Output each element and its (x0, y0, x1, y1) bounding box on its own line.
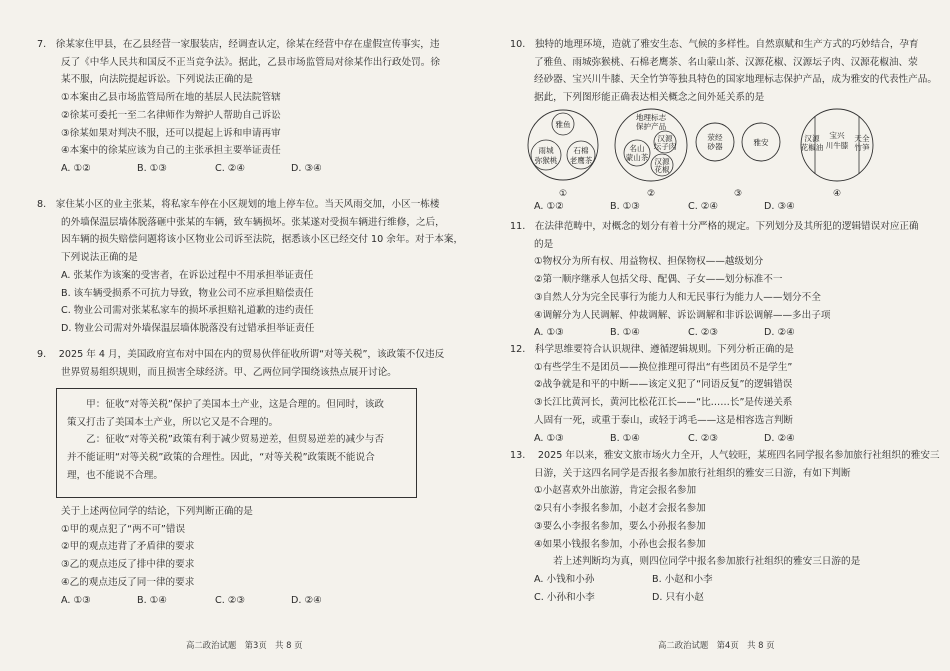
diagram-3-label: 砂器 (707, 142, 723, 151)
diagram-4-label: 天全 (854, 134, 870, 143)
diagram-1-label: 雅鱼 (555, 120, 571, 129)
right-page-footer: 高二政治试题 第4页 共 8 页 (658, 640, 775, 650)
right-page (475, 0, 950, 671)
diagram-4-label: 川牛膝 (825, 141, 849, 150)
q10-option-b[interactable]: B. ①③ (610, 201, 640, 212)
q9-option-b[interactable]: B. ①④ (137, 594, 167, 606)
diagram-1-label: 雨城 (538, 146, 554, 155)
q12-option-b[interactable]: B. ①④ (610, 432, 640, 444)
q10-line: 据此，下列图形能正确表达相关概念之间外延关系的是 (534, 92, 765, 104)
q11-line: 的是 (534, 238, 554, 250)
q9-box-line: 策又打击了美国本土产业，所以它又是不合理的。 (67, 416, 279, 428)
q12-statement: ①有些学生不是团员——换位推理可得出“有些团员不是学生” (534, 361, 793, 373)
q13-option-b[interactable]: B. 小赵和小李 (652, 574, 713, 586)
q13-statement: ④如果小钱报名参加，小孙也会报名参加 (534, 538, 706, 550)
q13-option-d[interactable]: D. 只有小赵 (652, 591, 704, 603)
diagram-1-label: 石棉 (573, 146, 589, 155)
q9-option-c[interactable]: C. ②③ (215, 594, 245, 606)
q13-line: 日游，关于这四名同学是否报名参加旅行社组织的雅安三日游，有如下判断 (534, 467, 851, 479)
q9-line: 世界贸易组织规则，而且损害全球经济。甲、乙两位同学围绕该热点展开讨论。 (61, 366, 397, 378)
diagram-1-label: 老鹰茶 (569, 156, 593, 165)
q9-statement: ③乙的观点违反了排中律的要求 (61, 559, 195, 571)
q10-line: 10. 独特的地理环境，造就了雅安生态、气候的多样性。自然禀赋和生产方式的巧妙结合，孕育 (510, 39, 919, 50)
q9-option-a[interactable]: A. ①③ (61, 594, 91, 606)
q7-statement: ①本案由乙县市场监管局所在地的基层人民法院管辖 (61, 92, 281, 104)
diagram-4[interactable] (801, 109, 873, 181)
q13-statement: ②只有小李报名参加，小赵才会报名参加 (534, 503, 706, 515)
question-12 (510, 341, 795, 447)
q7-line: 某不服，向法院提起诉讼。下列说法正确的是 (61, 74, 253, 86)
q10-venn-diagrams (525, 108, 885, 206)
q9-box-line: 理，也不能说不合理。 (67, 469, 163, 481)
q13-option-a[interactable]: A. 小钱和小孙 (534, 574, 595, 586)
q10-line: 经砂器、宝兴川牛膝、天全竹笋等独具特色的国家地理标志保护产品，成为雅安的代表性产品。 (534, 74, 937, 86)
q12-statement: ②战争就是和平的中断——该定义犯了“同语反复”的逻辑错误 (534, 379, 793, 391)
q8-line: 因车辆的损失赔偿问题将该小区物业公司诉至法院，据悉该小区已经交付 10 余年。对于本案， (61, 234, 464, 246)
q7-option-a[interactable]: A. ①② (61, 163, 91, 175)
q8-line: 8. 家住某小区的业主张某，将私家车停在小区规划的地上停车位。当天风雨交加，小区一栋楼 (37, 199, 440, 210)
q7-line: 反了《中华人民共和国反不正当竞争法》。据此，乙县市场监管局对徐某作出行政处罚。徐 (61, 56, 440, 68)
diagram-2-label: 汉源 (657, 134, 673, 143)
question-8 (37, 196, 463, 338)
q13-line: 13. 2025 年以来，雅安文旅市场火力全开，人气较旺，某班四名同学报名参加旅行社组织的雅安三 (510, 450, 940, 461)
q13-options-row-2 (510, 589, 940, 607)
q7-option-c[interactable]: C. ②④ (215, 163, 245, 175)
q11-statement: ②第一顺序继承人包括父母、配偶、子女——划分标准不一 (534, 274, 783, 286)
diagram-2-number: ② (646, 189, 656, 199)
q13-options-row-1 (510, 571, 940, 589)
q10-option-d[interactable]: D. ③④ (764, 201, 795, 212)
q9-statement: ②甲的观点违背了矛盾律的要求 (61, 541, 195, 553)
q12-statement: 人固有一死，或重于泰山，或轻于鸿毛——这是相容选言判断 (534, 414, 794, 426)
q8-option-b[interactable]: B. 该车辆受损系不可抗力导致，物业公司不应承担赔偿责任 (61, 287, 314, 299)
diagram-4-number: ④ (832, 189, 842, 199)
q8-option-d[interactable]: D. 物业公司需对外墙保温层墙体脱落没有过错承担举证责任 (61, 323, 315, 335)
q9-box-line: 甲：征收“对等关税”保护了美国本土产业，这是合理的。但同时，该政 (67, 399, 384, 410)
q9-statement: ①甲的观点犯了“两不可”错误 (61, 523, 186, 535)
diagram-3-number: ③ (733, 189, 743, 199)
q10-options-block (534, 198, 795, 216)
q13-option-c[interactable]: C. 小孙和小李 (534, 591, 595, 603)
question-7 (37, 36, 440, 178)
q11-statement: ①物权分为所有权、用益物权、担保物权——越级划分 (534, 256, 764, 268)
q10-line: 了雅鱼、雨城弥猴桃、石棉老鹰茶、名山蒙山茶、汉源花椒、汉源坛子肉、汉源花椒油、荥 (534, 56, 918, 68)
q12-statement: ③长江比黄河长，黄河比松花江长——“比……长”是传递关系 (534, 397, 793, 409)
q9-options (61, 592, 322, 610)
q11-line: 11. 在法律范畴中，对概念的划分有着十分严格的规定。下列划分及其所犯的逻辑错误对应正确 (510, 221, 919, 232)
question-11 (510, 218, 919, 342)
question-9 (37, 346, 444, 381)
left-page-footer: 高二政治试题 第3页 共 8 页 (186, 640, 303, 650)
q7-statement: ③徐某如果对判决不服，还可以提起上诉和申请再审 (61, 127, 281, 139)
q7-option-b[interactable]: B. ①③ (137, 163, 167, 175)
q11-option-d[interactable]: D. ②④ (764, 327, 795, 339)
q11-option-b[interactable]: B. ①④ (610, 327, 640, 339)
q12-option-a[interactable]: A. ①③ (534, 432, 564, 444)
q11-options (510, 324, 919, 342)
q13-prompt: 若上述判断均为真，则四位同学中报名参加旅行社组织的雅安三日游的是 (534, 556, 861, 568)
diagram-4-label: 花椒油 (800, 143, 824, 152)
diagram-3-label: 雅安 (753, 138, 769, 147)
diagram-3[interactable] (696, 123, 780, 161)
q13-statement: ③要么小李报名参加，要么小孙报名参加 (534, 520, 706, 532)
q11-statement: ④调解分为人民调解、仲裁调解、诉讼调解和非诉讼调解——多出子项 (534, 309, 831, 321)
q7-statement: ④本案中的徐某应该为自己的主张承担主要举证责任 (61, 145, 281, 157)
q9-box-line: 乙：征收“对等关税”政策有利于减少贸易逆差，但贸易逆差的减少与否 (67, 434, 384, 446)
q13-statement: ①小赵喜欢外出旅游，肯定会报名参加 (534, 485, 697, 497)
diagram-1-label: 弥猴桃 (534, 156, 558, 165)
q8-option-a[interactable]: A. 张某作为该案的受害者，在诉讼过程中不用承担举证责任 (61, 269, 314, 281)
q9-dialogue-box (56, 388, 417, 498)
diagram-2[interactable] (615, 109, 687, 181)
q8-option-c[interactable]: C. 物业公司需对张某私家车的损坏承担赔礼道歉的违约责任 (61, 305, 314, 317)
q8-line: 的外墙保温层墙体脱落砸中张某的车辆，致车辆损坏。张某遂对受损车辆进行维修，之后， (61, 216, 445, 228)
diagram-4-label: 竹笋 (854, 143, 870, 152)
q7-statement: ②徐某可委托一至二名律师作为辩护人帮助自己诉讼 (61, 109, 281, 121)
q12-line: 12. 科学思维要符合认识规律、遵循逻辑规则。下列分析正确的是 (510, 344, 794, 355)
q11-option-c[interactable]: C. ②③ (688, 327, 718, 339)
q9-option-d[interactable]: D. ②④ (291, 594, 322, 606)
q11-option-a[interactable]: A. ①③ (534, 327, 564, 339)
q9-prompt: 关于上述两位同学的结论，下列判断正确的是 (61, 506, 253, 517)
diagram-4-label: 宝兴 (829, 131, 845, 140)
q7-option-d[interactable]: D. ③④ (291, 163, 322, 175)
diagram-3-label: 荥经 (707, 133, 723, 142)
q9-statement: ④乙的观点违反了同一律的要求 (61, 576, 195, 588)
q12-option-d[interactable]: D. ②④ (764, 432, 795, 444)
q10-option-a[interactable]: A. ①② (534, 201, 564, 212)
diagram-2-label: 汉源 (654, 157, 670, 166)
q9-box-line: 并不能证明“对等关税”政策的合理性。因此，“对等关税”政策既不能说合 (67, 452, 375, 464)
diagram-2-label: 保护产品 (635, 122, 667, 131)
q12-option-c[interactable]: C. ②③ (688, 432, 718, 444)
diagram-2-label: 花椒 (654, 165, 670, 174)
q8-line: 下列说法正确的是 (61, 252, 138, 264)
q11-statement: ③自然人分为完全民事行为能力人和无民事行为能力人——划分不全 (534, 291, 821, 303)
question-13 (510, 447, 940, 607)
diagram-2-label: 坛子肉 (653, 142, 677, 151)
question-9-statements (61, 503, 322, 609)
diagram-2-label: 名山 (629, 144, 645, 153)
question-10 (510, 36, 937, 107)
diagram-1-number: ① (558, 189, 568, 199)
diagram-1[interactable] (528, 110, 598, 180)
q7-options (37, 160, 440, 178)
q12-options (510, 430, 795, 448)
q10-option-c[interactable]: C. ②④ (688, 201, 718, 212)
diagram-2-label: 地理标志 (635, 113, 667, 122)
q10-options (534, 198, 795, 216)
diagram-4-label: 汉源 (804, 134, 820, 143)
q9-line: 9. 2025 年 4 月，美国政府宣布对中国在内的贸易伙伴征收所谓“对等关税”，该政策不仅违反 (37, 349, 445, 360)
diagram-2-label: 蒙山茶 (625, 153, 649, 162)
q7-line: 7. 徐某家住甲县，在乙县经营一家服装店，经调查认定，徐某在经营中存在虚假宣传事实，违 (37, 39, 440, 50)
